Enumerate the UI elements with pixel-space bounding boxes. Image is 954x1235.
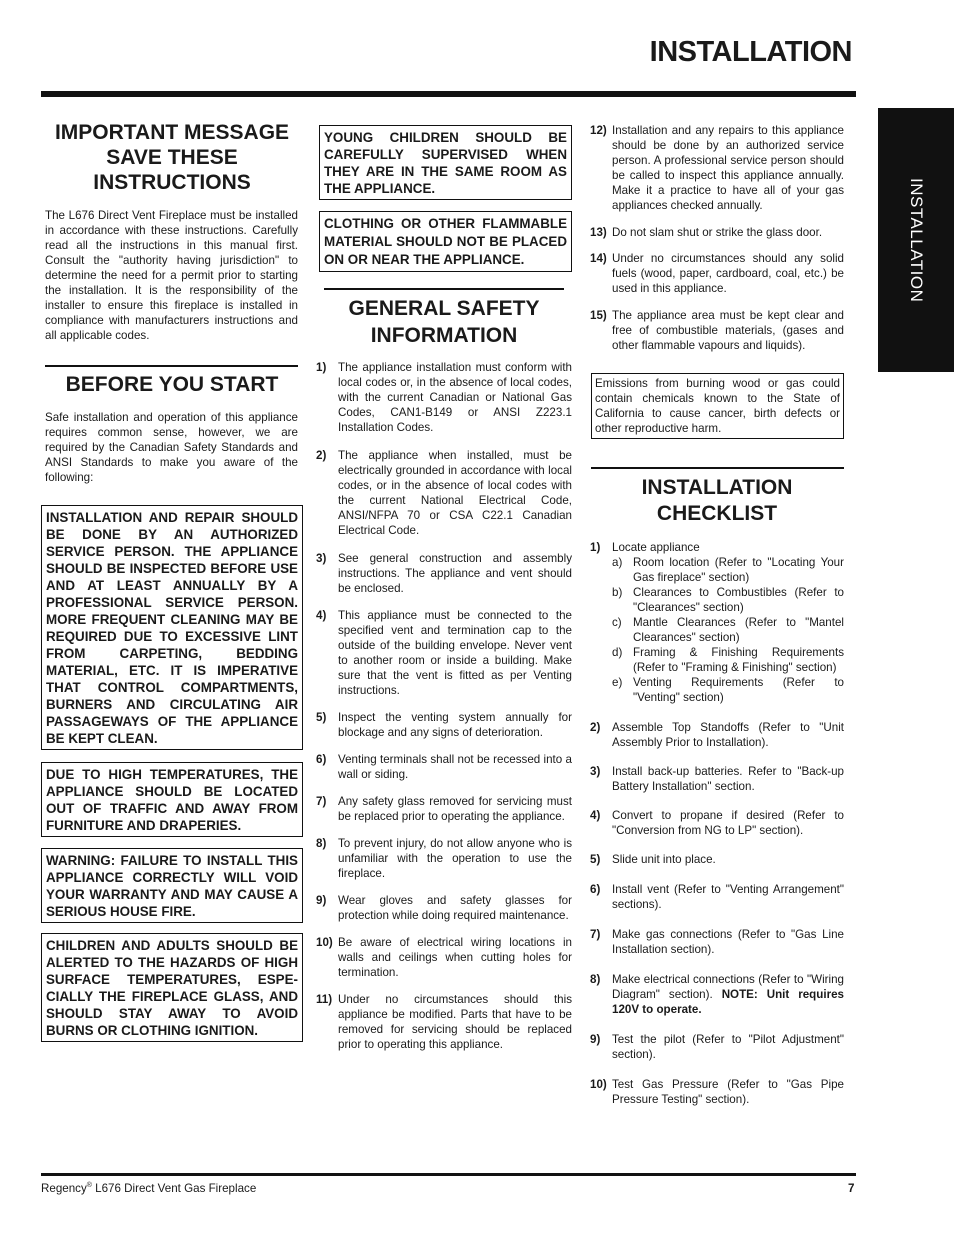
- sub-item: d) Framing & Finishing Requirements (Refer to "Framing & Finishing" section): [612, 646, 844, 674]
- checklist-item-text: Make electrical connections (Refer to "Wiring Diagram" section).: [612, 973, 844, 1001]
- list-item: 4) Convert to propane if desired (Refer to "Conversion from NG to LP" section).: [590, 809, 844, 837]
- footer-registered-mark: ®: [86, 1182, 92, 1190]
- installation-checklist: [590, 540, 844, 1107]
- general-safety-heading: GENERAL SAFETY INFORMATION: [348, 297, 540, 347]
- page-number: 7: [848, 1182, 855, 1195]
- sub-item: e) Venting Requirements (Refer to "Venting" section): [612, 676, 844, 704]
- checklist-list: [590, 540, 844, 1107]
- list-item: 9) Wear gloves and safety glasses for protection while doing required maintenance.: [316, 894, 572, 922]
- footer-product-name: L676 Direct Vent Gas Fireplace: [91, 1182, 257, 1195]
- list-item: 8) Make electrical connections (Refer to "Wiring Diagram" section). NOTE: Unit requires 120V to operate.: [590, 973, 844, 1016]
- installation-checklist-heading: INSTALLATION CHECKLIST: [641, 476, 793, 525]
- list-item: 6) Venting terminals shall not be recessed into a wall or siding.: [316, 753, 572, 781]
- list-item: 9) Test the pilot (Refer to "Pilot Adjustment" section).: [590, 1033, 844, 1061]
- list-item: 1) The appliance installation must conform with local codes or, in the absence of local codes, with the current Canadian or National Gas Codes, CAN1-B149 or ANSI Z223.1 Installation Codes.: [316, 361, 572, 434]
- footer-product: [41, 1182, 256, 1195]
- list-item: 1) Locate appliance a) Room location (Refer to "Locating Your Gas fireplace" section) b) Clearances to Combustibles (Refer to "Clearances" section) c) Mantle Clearances (Refer to "Mantel Clearances" section) d) Framing & Finishing Requirements (Refer to "Framing & Finishing" section) e) Venting Requirements (Refer to "Venting" section): [590, 541, 844, 704]
- list-item: 6) Install vent (Refer to "Venting Arrangement" sections).: [590, 883, 844, 911]
- list-item: 3) Install back-up batteries. Refer to "Back-up Battery Installation" section.: [590, 765, 844, 793]
- important-message-body: The L676 Direct Vent Fireplace must be installed in accordance with these instructions. Carefully read all the instructions in this manual first. Consult the "authority having jurisdiction" to determine the need for a permit prior to starting the installation. It is the responsibility of the installer to ensure this fireplace is installed in compliance with manufacturers instructions and all applicable codes.: [45, 209, 298, 342]
- list-item: 11) Under no circumstances should this appliance be modified. Parts that have to be removed for servicing should be replaced prior to operating this appliance.: [316, 993, 572, 1051]
- list-item: 15) The appliance area must be kept clear and free of combustible materials, (gases and other flammable vapours and liquids).: [590, 309, 844, 352]
- list-item: 5) Inspect the venting system annually for blockage and any signs of deterioration.: [316, 711, 572, 739]
- list-item: 13) Do not slam shut or strike the glass door.: [590, 226, 823, 239]
- sub-item: c) Mantle Clearances (Refer to "Mantel Clearances" section): [612, 616, 844, 644]
- checklist-sublist: [612, 555, 844, 705]
- list-item: 3) See general construction and assembly instructions. The appliance and vent should be enclosed.: [316, 552, 572, 595]
- side-tab-label: INSTALLATION: [907, 178, 926, 303]
- list-item: 10) Test Gas Pressure (Refer to "Gas Pipe Pressure Testing" section).: [590, 1078, 844, 1106]
- section-rule: [45, 365, 298, 367]
- list-item: 7) Any safety glass removed for servicing must be replaced prior to operating the appliance.: [316, 795, 572, 823]
- warning-box-service: INSTALLATION AND REPAIR SHOULD BE DONE BY AN AUTHORIZED SERVICE PERSON. THE APPLIANCE SHOULD BE INSPECTED BEFORE USE AND AT LEAST ANNUALLY BY A PROFESSIONAL SERVICE PERSON. MORE FREQUENT CLEANING MAY BE REQUIRED DUE TO EXCESSIVE LINT FROM CARPETING, BEDDING MATERIAL, ETC. IT IS IMPERATIVE THAT CONTROL COMPARTMENTS, BURNERS AND CIRCULATING AIR PASSAGEWAYS OF THE APPLIANCE BE KEPT CLEAN.: [41, 505, 303, 750]
- list-item: 4) This appliance must be connected to the specified vent and termination cap to the outside of the building envelope. Never vent to another room or inside a building. Make sure that the vent is fitted as per Venting instructions.: [316, 609, 572, 697]
- checklist-item-note: NOTE: Unit requires 120V to operate.: [612, 988, 844, 1016]
- list-item: 12) Installation and any repairs to this appliance should be done by an authorized service person. A professional service person should be called to inspect this appliance annually. Make it a practice to have all of your gas appliances checked annually.: [590, 124, 844, 212]
- sub-item: b) Clearances to Combustibles (Refer to "Clearances" section): [612, 586, 844, 614]
- checklist-item-text: Locate appliance: [612, 541, 700, 554]
- warning-box-flammable: CLOTHING OR OTHER FLAMMABLE MATERIAL SHOULD NOT BE PLACED ON OR NEAR THE APPLIANCE.: [319, 211, 572, 272]
- warning-box-install: WARNING: FAILURE TO INSTALL THIS APPLIANCE CORRECTLY WILL VOID YOUR WARRANTY AND MAY CAUSE A SERIOUS HOUSE FIRE.: [41, 848, 303, 923]
- list-item: 10) Be aware of electrical wiring locations in walls and ceilings when cutting holes for termination.: [316, 936, 572, 979]
- emissions-notice: Emissions from burning wood or gas could contain chemicals known to the State of California to cause cancer, birth defects or other reproductive harm.: [591, 373, 844, 439]
- section-rule: [324, 288, 564, 290]
- list-item: 8) To prevent injury, do not allow anyone who is unfamiliar with the operation to use the fireplace.: [316, 837, 572, 880]
- before-you-start-body: Safe installation and operation of this appliance requires common sense, however, we are required by the Canadian Safety Standards and ANSI Standards to make you aware of the following:: [45, 411, 298, 484]
- warning-box-young-children: YOUNG CHILDREN SHOULD BE CAREFULLY SUPERVISED WHEN THEY ARE IN THE SAME ROOM AS THE APPLIANCE.: [319, 125, 572, 200]
- bottom-rule: [41, 1173, 856, 1176]
- list-item: 2) Assemble Top Standoffs (Refer to "Unit Assembly Prior to Installation).: [590, 721, 844, 749]
- sub-item: a) Room location (Refer to "Locating Your Gas fireplace" section): [612, 556, 844, 584]
- important-message-heading: IMPORTANT MESSAGE SAVE THESE INSTRUCTIONS: [54, 121, 290, 194]
- warning-box-children-adults: CHILDREN AND ADULTS SHOULD BE ALERTED TO THE HAZARDS OF HIGH SURFACE TEMPERATURES, ESPE-CIALLY THE FIREPLACE GLASS, AND SHOULD STAY AWAY TO AVOID BURNS OR CLOTHING IGNITION.: [41, 933, 303, 1042]
- top-rule: [41, 91, 856, 97]
- general-safety-list-continued: [590, 123, 844, 353]
- before-you-start-heading: BEFORE YOU START: [65, 373, 279, 396]
- list-item: 5) Slide unit into place.: [590, 853, 716, 866]
- side-tab: [878, 108, 954, 372]
- list-item: 7) Make gas connections (Refer to "Gas Line Installation section).: [590, 928, 844, 956]
- section-rule: [591, 467, 844, 469]
- footer-brand: Regency: [41, 1182, 87, 1195]
- general-safety-list: [316, 360, 572, 1052]
- list-item: 2) The appliance when installed, must be electrically grounded in accordance with local codes, or in the absence of local codes with the current National Electrical Code, ANSI/NFPA 70 or CSA C22.1 Canadian Electrical Code.: [316, 449, 572, 537]
- page-title: INSTALLATION: [649, 36, 852, 68]
- list-item: 14) Under no circumstances should any solid fuels (wood, paper, cardboard, coal, etc.) be used in this appliance.: [590, 252, 844, 295]
- warning-box-temperature: DUE TO HIGH TEMPERATURES, THE APPLIANCE SHOULD BE LOCATED OUT OF TRAFFIC AND AWAY FROM FURNITURE AND DRAPERIES.: [41, 762, 303, 837]
